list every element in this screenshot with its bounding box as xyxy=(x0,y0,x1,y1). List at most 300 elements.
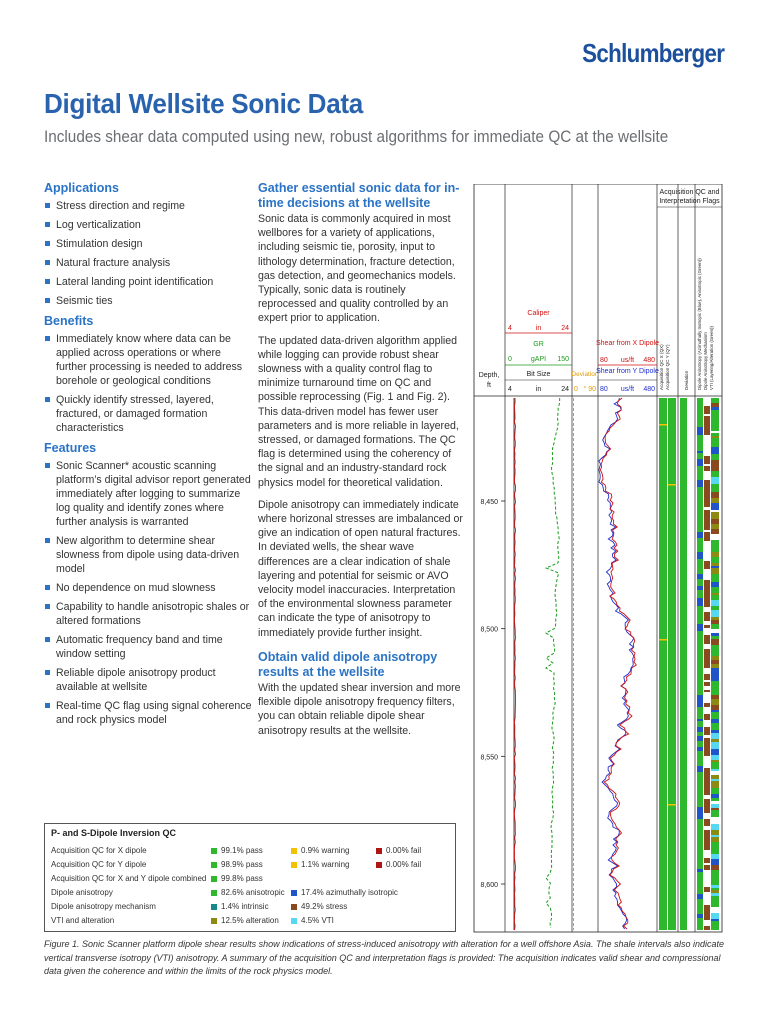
interpretation-flag-band xyxy=(697,831,703,838)
interpretation-flag-band xyxy=(711,798,719,801)
interpretation-flag-band xyxy=(711,438,719,445)
interpretation-flag-band xyxy=(697,514,703,521)
interpretation-flag-band xyxy=(697,639,703,642)
interpretation-flag-band xyxy=(697,586,703,590)
interpretation-flag-band xyxy=(704,489,710,491)
interpretation-flag-band xyxy=(697,838,703,843)
gr-unit: gAPI xyxy=(530,356,547,363)
interpretation-flag-band xyxy=(704,743,710,747)
interpretation-flag-band xyxy=(697,872,703,878)
interpretation-flag-band xyxy=(711,896,719,901)
shear-unit: us/ft xyxy=(620,386,635,393)
interpretation-flag-band xyxy=(711,460,719,464)
qc-legend-item: 99.8% pass xyxy=(211,874,263,883)
interpretation-flag-band xyxy=(697,925,703,929)
interpretation-flag-band xyxy=(704,692,710,694)
interpretation-flag-band xyxy=(704,731,710,735)
interpretation-flag-band xyxy=(711,629,719,633)
interpretation-flag-band xyxy=(697,899,703,902)
legend-swatch xyxy=(376,848,382,854)
legend-swatch xyxy=(211,890,217,896)
flag-label: Deviation xyxy=(684,370,689,390)
qc-legend-item: 49.2% stress xyxy=(291,902,347,911)
interpretation-flag-band xyxy=(697,878,703,880)
interpretation-flag-band xyxy=(711,656,719,660)
legend-swatch xyxy=(211,848,217,854)
interpretation-flag-band xyxy=(697,507,703,509)
interpretation-flag-band xyxy=(697,471,703,474)
interpretation-flag-band xyxy=(697,466,703,469)
interpretation-flag-band xyxy=(704,414,710,416)
depth-tick-label: 8,600 xyxy=(480,882,498,889)
interpretation-flag-band xyxy=(711,622,719,624)
bitsize-unit: in xyxy=(535,386,542,393)
figure-caption: Figure 1. Sonic Scanner platform dipole shear results show indications of stress-induced anisotropy with alteration for a well offshore Asia. The shale intervals also indicate vertical transverse isotropy (VTI) anisotropy. A summary of the acquisition QC and interpretation flags is provided: The acquisition indicates valid shear and compressional data given the coherence and within the limits of the rock physics model. xyxy=(44,939,725,976)
shear-unit: us/ft xyxy=(620,357,635,364)
interpretation-flag-band xyxy=(704,478,710,480)
shear-label: Shear from X Dipole xyxy=(595,340,660,347)
list-item: Automatic frequency band and time window setting xyxy=(44,633,254,661)
list-item: Immediately know where data can be applied across operations or where further processing is needed to address borehole or geological conditions xyxy=(44,332,254,388)
list-item: Stress direction and regime xyxy=(44,199,254,213)
interpretation-flag-band xyxy=(711,477,719,484)
interpretation-flag-band xyxy=(697,908,703,910)
interpretation-flag-band xyxy=(711,568,719,574)
interpretation-flag-band xyxy=(704,819,710,826)
interpretation-flag-band xyxy=(711,688,719,695)
interpretation-flag-band xyxy=(697,866,703,869)
interpretation-flag-band xyxy=(704,589,710,596)
benefits-list xyxy=(44,332,254,435)
interpretation-flag-band xyxy=(697,544,703,546)
interpretation-flag-band xyxy=(697,741,703,747)
interpretation-flag-band xyxy=(704,870,710,875)
interpretation-flag-band xyxy=(711,681,719,686)
interpretation-flag-band xyxy=(711,552,719,557)
acq-qc-x-flag xyxy=(659,398,667,930)
interpretation-flag-band xyxy=(704,845,710,847)
interpretation-flag-band xyxy=(697,929,703,930)
well-log-figure xyxy=(464,184,726,934)
interpretation-flag-band xyxy=(711,888,719,890)
interpretation-flag-band xyxy=(704,507,710,510)
list-item: Natural fracture analysis xyxy=(44,256,254,270)
interpretation-flag-band xyxy=(697,672,703,679)
caliper-curve xyxy=(514,398,515,930)
gather-paragraph-1: Sonic data is commonly acquired in most wellbores for a variety of applications, including seismic tie, porosity, input to lithology determination, fracture detection, gas detection, and geomechanics models. Typically, sonic data is routinely reprocessed and quality controlled by an expert prior to application. xyxy=(258,213,456,325)
obtain-heading: Obtain valid dipole anisotropy results at the wellsite xyxy=(258,649,438,679)
caliper-min: 4 xyxy=(508,325,512,332)
interpretation-flag-band xyxy=(704,720,710,727)
list-item: Seismic ties xyxy=(44,294,254,308)
interpretation-flag-band xyxy=(697,918,703,925)
interpretation-flag-band xyxy=(697,405,703,407)
interpretation-flag-band xyxy=(704,464,710,466)
interpretation-flag-band xyxy=(711,712,719,719)
interpretation-flag-band xyxy=(704,423,710,428)
interpretation-flag-band xyxy=(697,665,703,672)
interpretation-flag-band xyxy=(711,771,719,775)
interpretation-flag-band xyxy=(697,459,703,466)
interpretation-flag-band xyxy=(704,858,710,863)
flags-header: Interpretation Flags xyxy=(659,198,720,205)
interpretation-flag-band xyxy=(697,869,703,872)
interpretation-flag-band xyxy=(697,719,703,721)
interpretation-flag-band xyxy=(711,710,719,712)
interpretation-flag-band xyxy=(697,570,703,574)
interpretation-flag-band xyxy=(711,824,719,830)
interpretation-flag-band xyxy=(704,401,710,406)
interpretation-flag-band xyxy=(704,649,710,654)
interpretation-flag-band xyxy=(704,432,710,435)
interpretation-flag-band xyxy=(704,406,710,408)
interpretation-flag-band xyxy=(711,760,719,762)
interpretation-flag-band xyxy=(704,580,710,582)
interpretation-flag-band xyxy=(704,786,710,791)
interpretation-flag-band xyxy=(697,819,703,825)
interpretation-flag-band xyxy=(697,451,703,453)
interpretation-flag-band xyxy=(704,532,710,538)
shear-max: 480 xyxy=(643,357,655,364)
interpretation-flag-band xyxy=(697,598,703,603)
interpretation-flag-band xyxy=(704,751,710,756)
interpretation-flag-band xyxy=(704,430,710,432)
interpretation-flag-band xyxy=(711,769,719,771)
interpretation-flag-band xyxy=(711,636,719,639)
interpretation-flag-band xyxy=(697,480,703,487)
interpretation-flag-band xyxy=(711,699,719,705)
interpretation-flag-band xyxy=(697,902,703,905)
deviation-unit: ° xyxy=(583,386,587,393)
interpretation-flag-band xyxy=(697,727,703,732)
interpretation-flag-band xyxy=(697,631,703,634)
interpretation-flag-band xyxy=(697,521,703,526)
interpretation-flag-band xyxy=(697,784,703,791)
interpretation-flag-band xyxy=(711,801,719,804)
interpretation-flag-band xyxy=(711,835,719,837)
interpretation-flag-band xyxy=(704,830,710,835)
interpretation-flag-band xyxy=(711,610,719,617)
interpretation-flag-band xyxy=(697,532,703,538)
interpretation-flag-band xyxy=(704,416,710,423)
interpretation-flag-band xyxy=(697,747,703,751)
caliper-max: 24 xyxy=(561,325,569,332)
interpretation-flag-band xyxy=(704,471,710,478)
interpretation-flag-band xyxy=(697,889,703,891)
interpretation-flag-band xyxy=(704,398,710,401)
interpretation-flag-band xyxy=(704,887,710,892)
interpretation-flag-band xyxy=(697,679,703,685)
applications-list xyxy=(44,199,254,308)
legend-swatch xyxy=(211,862,217,868)
interpretation-flag-band xyxy=(704,905,710,909)
qc-row-label: Acquisition QC for X and Y dipole combined xyxy=(51,874,207,883)
left-column xyxy=(44,181,254,732)
interpretation-flag-band xyxy=(704,442,710,449)
interpretation-flag-band xyxy=(711,686,719,688)
interpretation-flag-band xyxy=(704,491,710,498)
interpretation-flag-band xyxy=(697,660,703,665)
interpretation-flag-band xyxy=(704,557,710,561)
qc-legend-item: 0.00% fail xyxy=(376,846,421,855)
interpretation-flag-band xyxy=(711,919,719,921)
interpretation-flag-band xyxy=(711,445,719,447)
interpretation-flag-band xyxy=(704,458,710,464)
interpretation-flag-band xyxy=(704,852,710,858)
list-item: New algorithm to determine shear slowness from dipole using data-driven model xyxy=(44,534,254,576)
interpretation-flag-band xyxy=(697,413,703,415)
qc-table-title: P- and S-Dipole Inversion QC xyxy=(51,828,177,838)
interpretation-flag-band xyxy=(711,540,719,543)
interpretation-flag-band xyxy=(711,870,719,877)
interpretation-flag-band xyxy=(711,593,719,595)
interpretation-flag-band xyxy=(704,642,710,644)
interpretation-flag-band xyxy=(704,456,710,458)
interpretation-flag-band xyxy=(697,736,703,741)
interpretation-flag-band xyxy=(704,625,710,628)
interpretation-flag-band xyxy=(711,557,719,563)
interpretation-flag-band xyxy=(697,721,703,727)
interpretation-flag-band xyxy=(711,413,719,418)
interpretation-flag-band xyxy=(704,735,710,738)
interpretation-flag-band xyxy=(711,418,719,424)
qc-legend-item: 0.9% warning xyxy=(291,846,349,855)
interpretation-flag-band xyxy=(711,545,719,552)
interpretation-flag-band xyxy=(711,928,719,930)
interpretation-flag-band xyxy=(704,682,710,686)
interpretation-flag-band xyxy=(704,567,710,569)
interpretation-flag-band xyxy=(704,435,710,442)
interpretation-flag-band xyxy=(697,880,703,882)
interpretation-flag-band xyxy=(704,680,710,682)
shear-max: 480 xyxy=(643,386,655,393)
interpretation-flag-band xyxy=(711,781,719,788)
interpretation-flag-band xyxy=(711,407,719,410)
legend-swatch xyxy=(291,890,297,896)
interpretation-flag-band xyxy=(704,928,710,930)
interpretation-flag-band xyxy=(711,574,719,576)
interpretation-flag-band xyxy=(704,926,710,928)
interpretation-flag-band xyxy=(711,879,719,885)
interpretation-flag-band xyxy=(711,563,719,566)
interpretation-flag-band xyxy=(711,606,719,610)
interpretation-flag-band xyxy=(697,751,703,755)
interpretation-flag-band xyxy=(704,865,710,870)
interpretation-flag-band xyxy=(697,647,703,653)
interpretation-flag-band xyxy=(704,763,710,768)
interpretation-flag-band xyxy=(711,913,719,919)
interpretation-flag-band xyxy=(711,543,719,545)
interpretation-flag-band xyxy=(711,739,719,742)
shear-min: 80 xyxy=(600,386,608,393)
interpretation-flag-band xyxy=(697,707,703,709)
interpretation-flag-band xyxy=(697,695,703,697)
bitsize-max: 24 xyxy=(561,386,569,393)
interpretation-flag-band xyxy=(704,738,710,743)
legend-swatch xyxy=(211,918,217,924)
gather-paragraph-2: The updated data-driven algorithm applied while logging can provide robust shear slowness with a quality control flag to minimize turnaround time on QC and possible reprocessing (Fig. 1 and Fig. 2). This data-driven model has fewer user parameters and is more reliable in layered, stressed, or damaged formations. The QC flag is determined using the coherency of the signal and an industry-standard rock physics model for theoretical validation. xyxy=(258,334,459,489)
interpretation-flag-band xyxy=(711,498,719,503)
schlumberger-logo: Schlumberger xyxy=(581,38,724,68)
interpretation-flag-band xyxy=(711,723,719,730)
interpretation-flag-band xyxy=(697,407,703,413)
interpretation-flag-band xyxy=(711,830,719,835)
interpretation-flag-band xyxy=(697,449,703,451)
interpretation-flag-band xyxy=(711,775,719,779)
qc-legend-item: 1.4% intrinsic xyxy=(211,902,269,911)
interpretation-flag-band xyxy=(711,617,719,620)
deviation-min: 0 xyxy=(574,386,578,393)
interpretation-flag-band xyxy=(697,910,703,914)
interpretation-flag-band xyxy=(711,436,719,438)
interpretation-flag-band xyxy=(704,799,710,806)
qc-row-label: Acquisition QC for X dipole xyxy=(51,846,147,855)
interpretation-flag-band xyxy=(704,835,710,840)
interpretation-flag-band xyxy=(697,626,703,628)
interpretation-flag-band xyxy=(704,826,710,830)
interpretation-flag-band xyxy=(704,603,710,607)
interpretation-flag-band xyxy=(704,522,710,526)
interpretation-flag-band xyxy=(704,631,710,635)
page-subtitle: Includes shear data computed using new, robust algorithms for immediate QC at the wellsite xyxy=(44,127,669,146)
list-item: Real-time QC flag using signal coherence and rock physics model xyxy=(44,699,254,727)
interpretation-flag-band xyxy=(711,885,719,888)
interpretation-flag-band xyxy=(697,685,703,691)
interpretation-flag-band xyxy=(704,612,710,619)
qc-legend-item: 17.4% azimuthally isotropic xyxy=(291,888,398,897)
interpretation-flag-band xyxy=(704,698,710,703)
interpretation-flag-band xyxy=(697,882,703,889)
interpretation-flag-band xyxy=(704,707,710,714)
acq-qc-warning-mark xyxy=(659,424,667,426)
interpretation-flag-band xyxy=(704,449,710,456)
gather-heading: Gather essential sonic data for in-time decisions at the wellsite xyxy=(258,181,460,210)
interpretation-flag-band xyxy=(711,905,719,907)
interpretation-flag-band xyxy=(704,526,710,530)
interpretation-flag-band xyxy=(711,730,719,733)
bitsize-min: 4 xyxy=(508,386,512,393)
interpretation-flag-band xyxy=(704,596,710,603)
caliper-label: Caliper xyxy=(527,310,550,317)
interpretation-flag-band xyxy=(711,877,719,879)
interpretation-flag-band xyxy=(704,510,710,516)
interpretation-flag-band xyxy=(704,774,710,779)
legend-swatch xyxy=(291,918,297,924)
interpretation-flag-band xyxy=(697,801,703,803)
interpretation-flag-band xyxy=(711,510,719,512)
interpretation-flag-band xyxy=(697,617,703,624)
interpretation-flag-band xyxy=(711,587,719,593)
list-item: Reliable dipole anisotropy product available at wellsite xyxy=(44,666,254,694)
acq-qc-warning-mark xyxy=(668,804,676,806)
interpretation-flag-band xyxy=(704,538,710,541)
interpretation-flag-band xyxy=(704,635,710,639)
interpretation-flag-band xyxy=(697,642,703,647)
deviation-flag xyxy=(680,398,687,930)
interpretation-flag-band xyxy=(704,565,710,567)
interpretation-flag-band xyxy=(704,644,710,649)
interpretation-flag-band xyxy=(711,488,719,492)
flag-label: VTI (Layering/Alteration (Green)) xyxy=(709,326,714,390)
interpretation-flag-band xyxy=(711,705,719,710)
interpretation-flag-band xyxy=(711,492,719,498)
qc-row-label: Dipole anisotropy mechanism xyxy=(51,902,156,911)
flag-label: Dipole Anisotropy (Azimuthally Isotropic (Blue), Anisotropic (Green)) xyxy=(697,258,702,390)
interpretation-flag-band xyxy=(711,796,719,798)
interpretation-flag-band xyxy=(711,582,719,587)
interpretation-flag-band xyxy=(711,808,719,810)
interpretation-flag-band xyxy=(704,901,710,905)
interpretation-flag-band xyxy=(697,860,703,866)
interpretation-flag-band xyxy=(704,674,710,680)
interpretation-flag-band xyxy=(711,742,719,749)
interpretation-flag-band xyxy=(697,590,703,593)
depth-header: Depth, xyxy=(478,372,500,379)
interpretation-flag-band xyxy=(711,842,719,845)
interpretation-flag-band xyxy=(697,755,703,762)
interpretation-flag-band xyxy=(704,813,710,819)
interpretation-flag-band xyxy=(697,491,703,498)
interpretation-flag-band xyxy=(711,524,719,529)
interpretation-flag-band xyxy=(711,454,719,460)
interpretation-flag-band xyxy=(711,639,719,645)
interpretation-flag-band xyxy=(711,431,719,433)
list-item: No dependence on mud slowness xyxy=(44,581,254,595)
interpretation-flag-band xyxy=(697,807,703,813)
qc-legend-item: 4.5% VTI xyxy=(291,916,334,925)
interpretation-flag-band xyxy=(697,579,703,586)
interpretation-flag-band xyxy=(697,827,703,829)
interpretation-flag-band xyxy=(704,483,710,489)
interpretation-flag-band xyxy=(704,573,710,580)
acq-qc-warning-mark xyxy=(659,639,667,641)
interpretation-flag-band xyxy=(711,893,719,896)
interpretation-flag-band xyxy=(704,768,710,774)
interpretation-flag-band xyxy=(697,916,703,918)
interpretation-flag-band xyxy=(711,484,719,488)
interpretation-flag-band xyxy=(704,884,710,887)
interpretation-flag-band xyxy=(697,715,703,719)
interpretation-flag-band xyxy=(697,420,703,427)
applications-heading: Applications xyxy=(44,181,120,195)
interpretation-flag-band xyxy=(704,619,710,621)
interpretation-flag-band xyxy=(704,714,710,720)
interpretation-flag-band xyxy=(697,628,703,631)
benefits-heading: Benefits xyxy=(44,314,94,328)
qc-legend-item: 1.1% warning xyxy=(291,860,349,869)
interpretation-flag-band xyxy=(711,755,719,760)
interpretation-flag-band xyxy=(704,498,710,503)
shear-label: Shear from Y Dipole xyxy=(596,368,659,375)
interpretation-flag-band xyxy=(697,509,703,514)
interpretation-flag-band xyxy=(697,791,703,795)
interpretation-flag-band xyxy=(697,559,703,566)
depth-header: ft xyxy=(487,382,491,389)
interpretation-flag-band xyxy=(704,909,710,913)
interpretation-flag-band xyxy=(697,914,703,916)
interpretation-flag-band xyxy=(697,825,703,827)
interpretation-flag-band xyxy=(697,697,703,700)
interpretation-flag-band xyxy=(711,719,719,723)
interpretation-flag-band xyxy=(704,892,710,894)
legend-swatch xyxy=(211,876,217,882)
qc-summary-table xyxy=(44,823,456,932)
interpretation-flag-band xyxy=(711,890,719,893)
interpretation-flag-band xyxy=(711,512,719,519)
interpretation-flag-band xyxy=(704,428,710,430)
interpretation-flag-band xyxy=(697,613,703,615)
deviation-label: Deviation xyxy=(571,371,599,378)
